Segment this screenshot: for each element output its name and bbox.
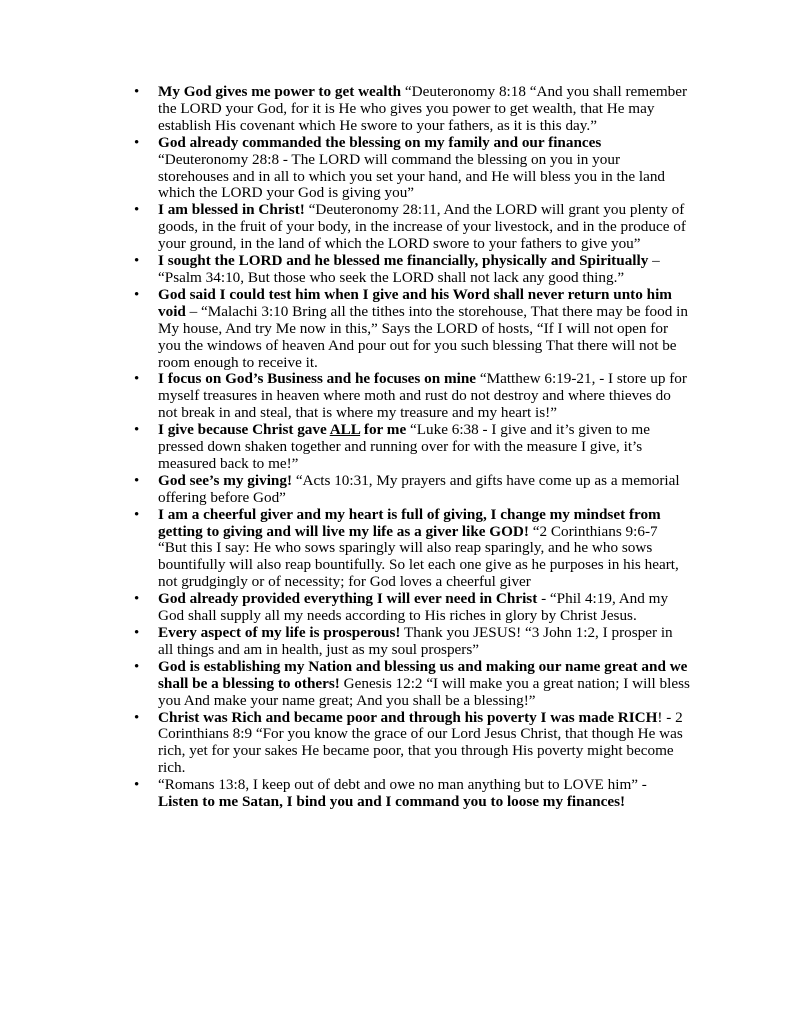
item-heading-pre: I give because Christ gave [158, 421, 330, 439]
item-heading: God said I could test him when I give and his Word shall never return unto him void [158, 285, 672, 320]
list-item [134, 252, 690, 287]
bullet-icon: • [134, 625, 140, 641]
item-heading: I am blessed in Christ! [158, 201, 305, 219]
list-item [134, 370, 690, 422]
list-item [134, 708, 690, 778]
item-scripture: Genesis 12:2 “I will make you a great nation; I will bless you And make your name great; And you shall be a blessing!” [158, 674, 690, 709]
item-heading: God already commanded the blessing on my family and our finances [158, 133, 602, 151]
list-item [134, 133, 690, 203]
item-heading: God already provided everything I will ever need in Christ [158, 590, 538, 608]
bullet-icon: • [134, 777, 140, 794]
item-heading: Every aspect of my life is prosperous! [158, 624, 401, 641]
bullet-icon: • [134, 658, 140, 675]
item-scripture: “Romans 13:8, I keep out of debt and owe no man anything but to LOVE him” - [158, 776, 647, 794]
list-item [134, 505, 690, 592]
item-scripture: “Acts 10:31, My prayers and gifts have come up as a memorial offering before God” [158, 471, 680, 506]
list-item [134, 590, 690, 625]
item-heading: I sought the LORD and he blessed me financially, physically and Spiritually [158, 252, 649, 270]
list-item [134, 83, 690, 135]
bullet-icon: • [134, 591, 140, 608]
item-heading: My God gives me power to get wealth [158, 83, 402, 100]
list-item [134, 471, 690, 507]
affirmation-list [134, 83, 690, 811]
item-scripture: “Deuteronomy 8:18 “And you shall remember the LORD your God, for it is He who gives you power to get wealth, that He may establish His covenant which He swore to your fathers, as it is this day.” [158, 83, 688, 134]
bullet-icon: • [134, 506, 140, 523]
item-heading-underlined: ALL [329, 421, 361, 439]
bullet-icon: • [134, 371, 140, 388]
bullet-icon: • [134, 422, 140, 439]
item-heading [158, 421, 406, 438]
item-scripture: “Deuteronomy 28:11, And the LORD will grant you plenty of goods, in the fruit of your body, in the increase of your livestock, and in the produce of your ground, in the land of which the LORD swore to your fathers to give you” [158, 201, 686, 253]
item-scripture: “Matthew 6:19-21, - I store up for myself treasures in heaven where moth and rust do not destroy and where thieves do not break in and steal, that is where my treasure and my heart is!” [158, 370, 687, 422]
item-heading: God see’s my giving! [158, 471, 293, 489]
bullet-icon: • [134, 709, 140, 726]
bullet-icon: • [134, 286, 140, 303]
item-scripture: “Deuteronomy 28:8 - The LORD will command the blessing on you in your storehouses and in all to which you set your hand, and He will bless you in the land which the LORD your God is giving you” [158, 150, 666, 202]
list-item [134, 421, 690, 473]
item-scripture: – “Psalm 34:10, But those who seek the LORD shall not lack any good thing.” [158, 252, 660, 286]
item-heading: God is establishing my Nation and blessing us and making our name great and we shall be a blessing to others! [158, 657, 688, 692]
item-scripture: Thank you JESUS! “3 John 1:2, I prosper in all things and am in health, just as my soul prospers” [158, 624, 673, 658]
bullet-icon: • [134, 253, 140, 270]
item-heading: I focus on God’s Business and he focuses on mine [158, 370, 477, 388]
list-item [134, 201, 690, 253]
item-scripture: ! - 2 Corinthians 8:9 “For you know the grace of our Lord Jesus Christ, that though He was rich, yet for your sakes He became poor, that you through His poverty might become rich. [158, 708, 683, 777]
list-item [134, 776, 690, 811]
list-item [134, 285, 690, 372]
bullet-icon: • [134, 134, 140, 151]
item-heading-post: for me [360, 421, 407, 439]
bullet-icon: • [134, 84, 140, 100]
item-scripture: – “Malachi 3:10 Bring all the tithes into the storehouse, That there may be food in My house, And try Me now in this,” Says the LORD of hosts, “If I will not open for you the windows of heaven And pour out for you such blessing That there will not be room enough to receive it. [158, 302, 688, 371]
item-scripture: - “Phil 4:19, And my God shall supply all my needs according to His riches in glory by Christ Jesus. [158, 590, 669, 625]
item-scripture: “2 Corinthians 9:6-7 “But this I say: He who sows sparingly will also reap sparingly, and he who sows bountifully will also reap bountifully. So let each one give as he purposes in his heart, not grudgingly or of necessity; for God loves a cheerful giver [158, 522, 679, 591]
list-item [134, 657, 690, 710]
item-heading: I am a cheerful giver and my heart is full of giving, I change my mindset from getting to giving and will live my life as a giver like GOD! [158, 505, 661, 540]
item-heading: Christ was Rich and became poor and through his poverty I was made RICH [158, 708, 658, 726]
item-heading: Listen to me Satan, I bind you and I command you to loose my finances! [158, 793, 626, 811]
bullet-icon: • [134, 472, 140, 489]
item-scripture: “Luke 6:38 - I give and it’s given to me pressed down shaken together and running over for with the measure I give, it’s measured back to me!” [158, 421, 650, 472]
list-item [134, 624, 690, 659]
bullet-icon: • [134, 202, 140, 219]
